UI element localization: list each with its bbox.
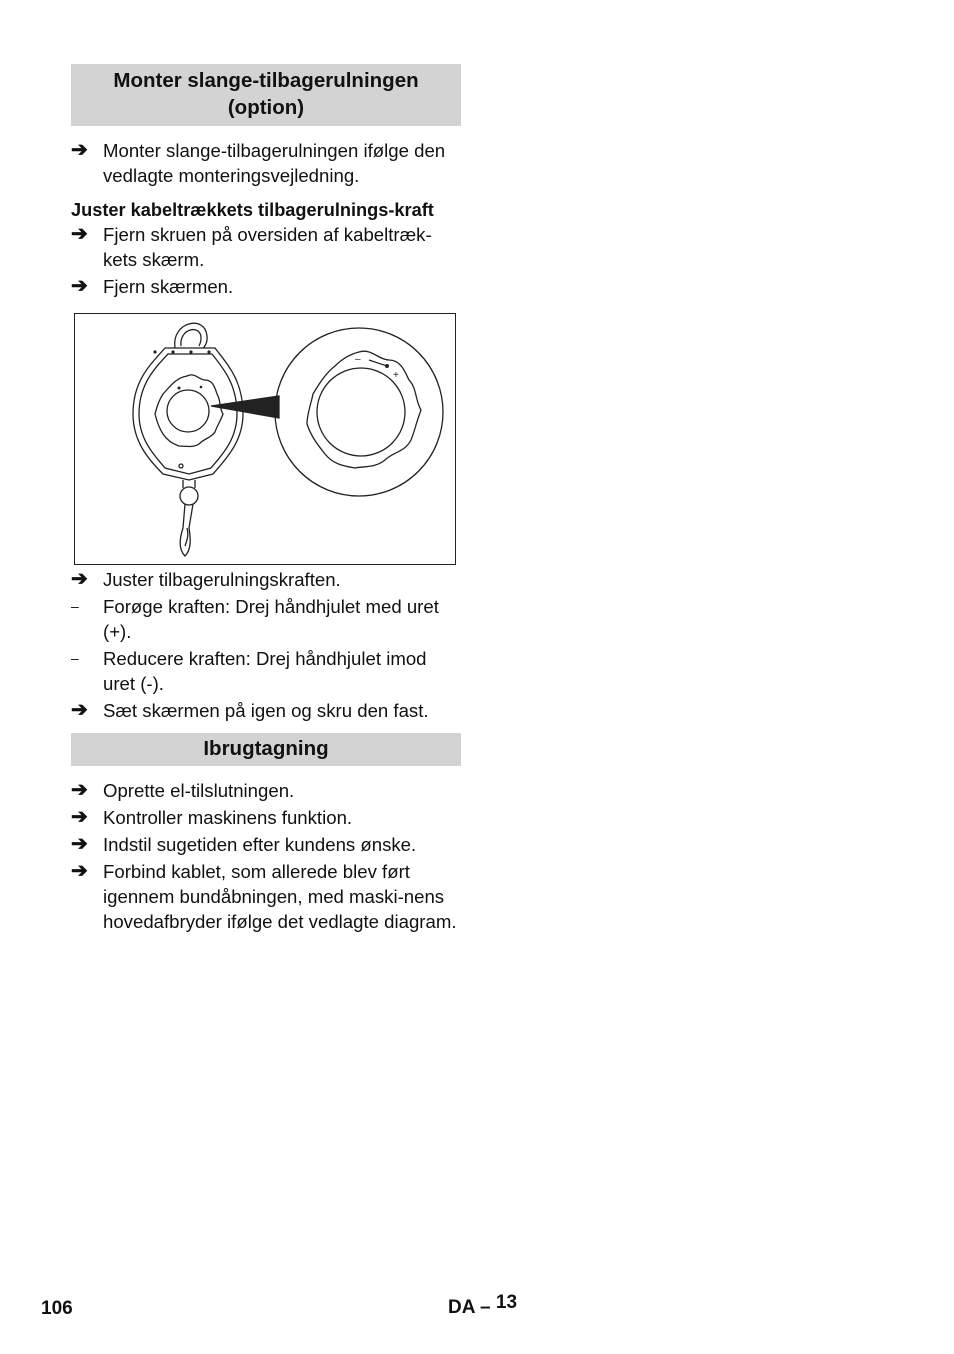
step-text: Monter slange-tilbagerulningen ifølge den vedlagte monteringsvejledning. xyxy=(103,140,446,186)
step-item xyxy=(71,138,461,188)
arrow-icon: ➔ xyxy=(71,833,88,855)
page-number: 106 xyxy=(41,1298,73,1319)
cable-reel-illustration xyxy=(75,314,455,564)
step-item xyxy=(71,567,461,592)
step-text: Forbind kablet, som allerede blev ført igennem bundåbningen, med maski-nens hovedafbryder ifølge det vedlagte diagram. xyxy=(103,861,457,932)
cable-reel-figure xyxy=(74,313,456,565)
arrow-icon: ➔ xyxy=(71,806,88,828)
sub-step-item xyxy=(71,594,461,644)
content-column xyxy=(71,64,461,934)
dash-bullet: – xyxy=(71,650,79,666)
plus-label: + xyxy=(393,370,399,381)
step-text: Indstil sugetiden efter kundens ønske. xyxy=(103,834,417,855)
arrow-icon: ➔ xyxy=(71,275,88,297)
step-item xyxy=(71,778,461,803)
step-item xyxy=(71,274,461,299)
subsection-heading: Juster kabeltrækkets tilbagerulnings-kraft xyxy=(71,200,434,220)
dash-bullet: – xyxy=(71,598,79,614)
step-text: Oprette el-tilslutningen. xyxy=(103,780,295,801)
arrow-icon: ➔ xyxy=(71,568,88,590)
step-item xyxy=(71,222,461,272)
step-text: Juster tilbagerulningskraften. xyxy=(103,569,341,590)
step-text: Kontroller maskinens funktion. xyxy=(103,807,353,828)
page-label xyxy=(448,1292,518,1319)
sub-step-text: Forøge kraften: Drej håndhjulet med uret (+). xyxy=(103,596,439,642)
arrow-icon: ➔ xyxy=(71,139,88,161)
step-item xyxy=(71,805,461,830)
arrow-icon: ➔ xyxy=(71,860,88,882)
arrow-icon: ➔ xyxy=(71,699,88,721)
step-item xyxy=(71,832,461,857)
language-code: DA – xyxy=(448,1297,491,1318)
section-page-number: 13 xyxy=(495,1292,518,1313)
step-item xyxy=(71,698,461,723)
step-text: Fjern skruen på oversiden af kabeltræk-kets skærm. xyxy=(103,224,432,270)
section-heading-hose-reel: Monter slange-tilbagerulningen (option) xyxy=(71,64,461,126)
sub-step-text: Reducere kraften: Drej håndhjulet imod uret (-). xyxy=(103,648,427,694)
step-text: Fjern skærmen. xyxy=(103,276,234,297)
step-text: Sæt skærmen på igen og skru den fast. xyxy=(103,700,429,721)
arrow-icon: ➔ xyxy=(71,779,88,801)
sub-step-item xyxy=(71,646,461,696)
step-item xyxy=(71,859,461,934)
arrow-icon: ➔ xyxy=(71,223,88,245)
minus-label: – xyxy=(355,354,361,365)
section-heading-commissioning: Ibrugtagning xyxy=(71,733,461,766)
